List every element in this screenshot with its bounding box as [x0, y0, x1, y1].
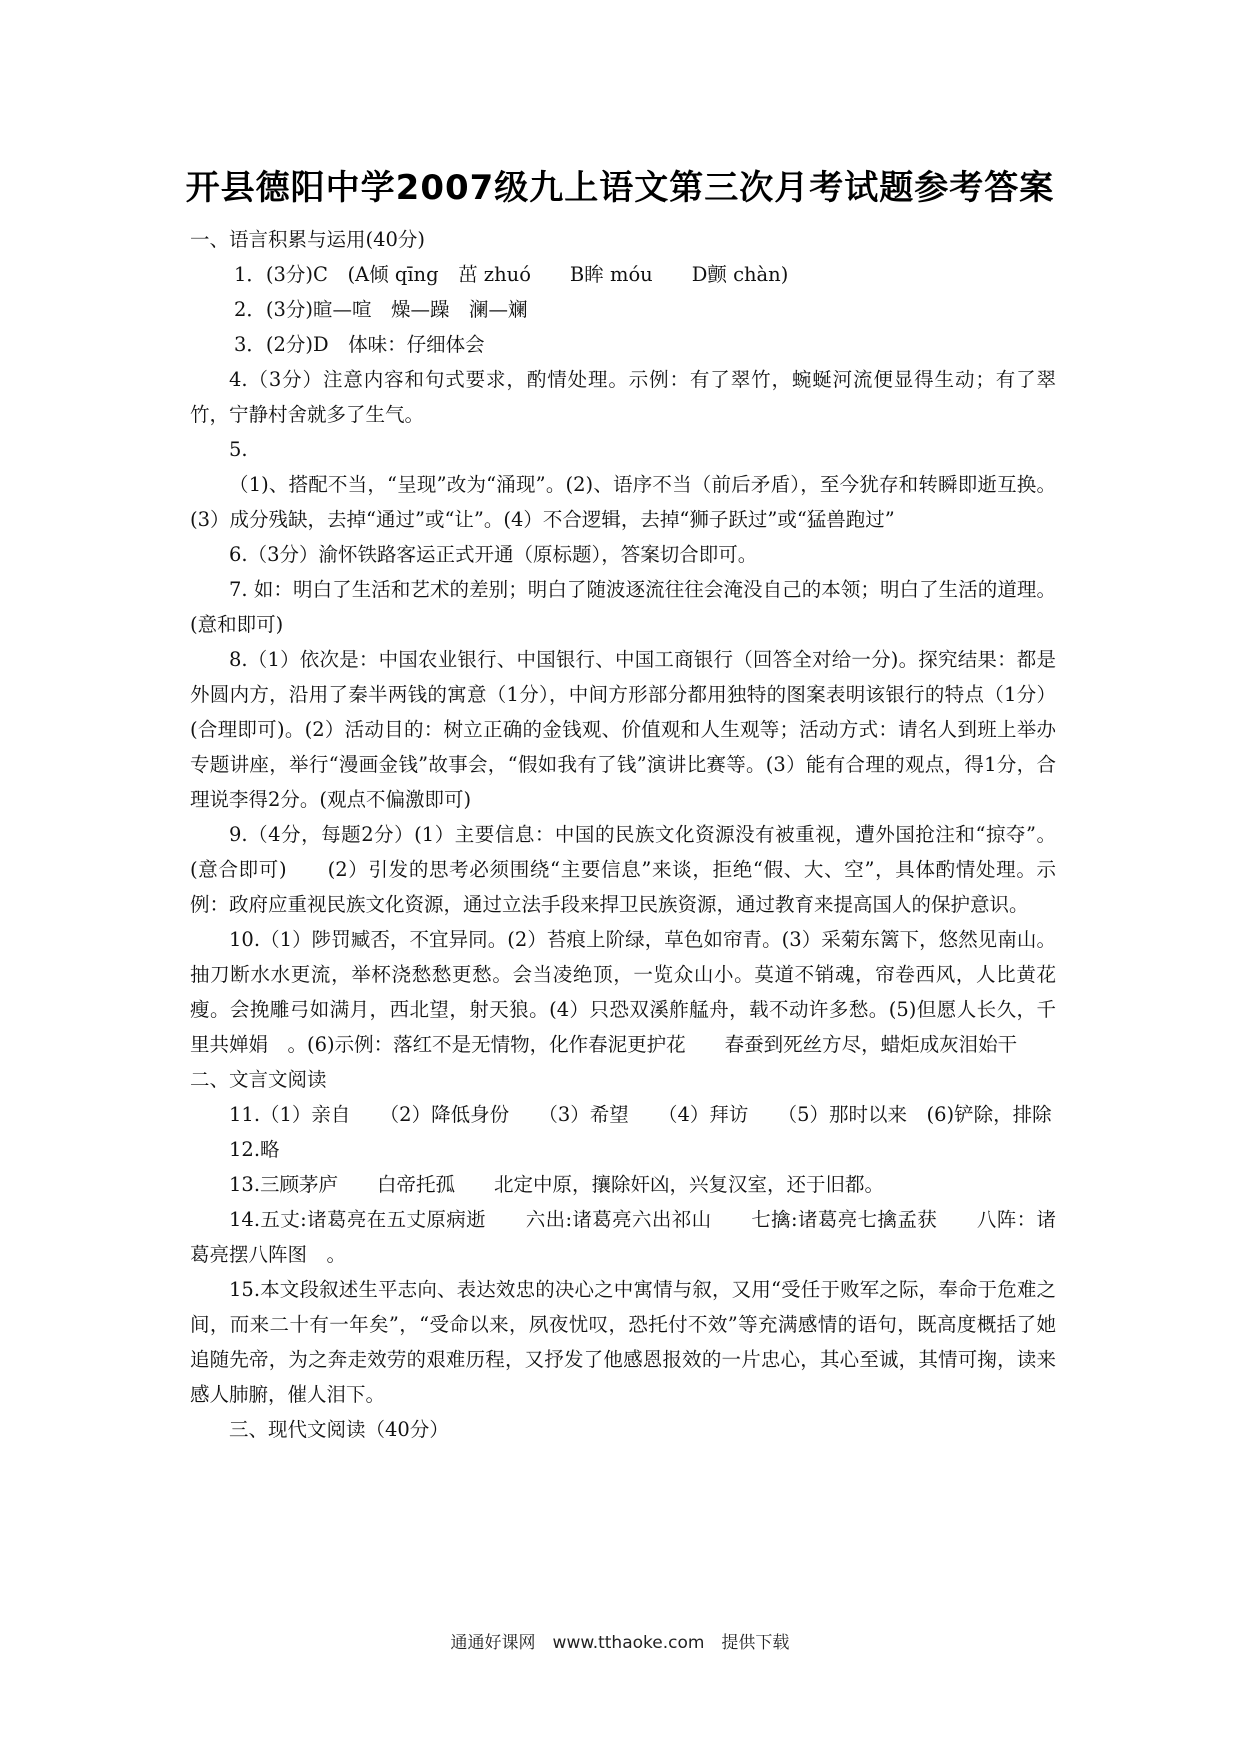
answer-q1: 1．(3分)C (A倾 qīng 茁 zhuó B眸 móu D颤 chàn): [234, 263, 789, 286]
answer-q7: 7. 如：明白了生活和艺术的差别；明白了随波逐流往往会淹没自己的本领；明白了生活的道理。(意和即可): [190, 578, 1056, 636]
answer-q3: 3．(2分)D 体味：仔细体会: [234, 333, 485, 356]
answer-q6: 6.（3分）渝怀铁路客运正式开通（原标题），答案切合即可。: [229, 543, 758, 566]
section-heading-2: 二、文言文阅读: [190, 1068, 327, 1091]
answer-q13: 13.三顾茅庐 白帝托孤 北定中原，攘除奸凶，兴复汉室，还于旧都。: [229, 1173, 885, 1196]
answer-q10: 10.（1）陟罚臧否，不宜异同。(2）苔痕上阶绿，草色如帘青。(3）采菊东篱下，悠然见南山。抽刀断水水更流，举杯浇愁愁更愁。会当凌绝顶，一览众山小。莫道不销魂，帘卷西风，人比黄花瘦。会挽雕弓如满月，西北望，射天狼。(4）只恐双溪舴艋舟，载不动许多愁。(5)但愿人长久，千里共婵娟 。(6)示例：落红不是无情物，化作春泥更护花 春蚕到死丝方尽，蜡炬成灰泪始干: [190, 928, 1056, 1056]
answer-q4: 4.（3分）注意内容和句式要求，酌情处理。示例：有了翠竹，蜿蜒河流便显得生动；有了翠竹，宁静村舍就多了生气。: [190, 368, 1056, 426]
answer-q9: 9.（4分，每题2分）(1）主要信息：中国的民族文化资源没有被重视，遭外国抢注和“掠夺”。(意合即可) (2）引发的思考必须围绕“主要信息”来谈，拒绝“假、大、空”，具体酌情处理。示例：政府应重视民族文化资源，通过立法手段来捍卫民族资源，通过教育来提高国人的保护意识。: [190, 823, 1056, 916]
answer-q12: 12.略: [229, 1138, 280, 1161]
answer-q2: 2．(3分)暄—喧 燥—躁 澜—斓: [234, 298, 528, 321]
answer-q5: （1)、搭配不当，“呈现”改为“涌现”。(2)、语序不当（前后矛盾），至今犹存和转瞬即逝互换。(3）成分残缺，去掉“通过”或“让”。(4）不合逻辑，去掉“狮子跃过”或“猛兽跑过”: [190, 473, 1056, 531]
page-title: 开县德阳中学2007级九上语文第三次月考试题参考答案: [185, 168, 1055, 208]
section-heading-3: 三、现代文阅读（40分）: [229, 1418, 449, 1441]
answer-q8: 8.（1）依次是：中国农业银行、中国银行、中国工商银行（回答全对给一分)。探究结果：都是外圆内方，沿用了秦半两钱的寓意（1分），中间方形部分都用独特的图案表明该银行的特点（1分）(合理即可)。(2）活动目的：树立正确的金钱观、价值观和人生观等；活动方式：请名人到班上举办专题讲座，举行“漫画金钱”故事会，“假如我有了钱”演讲比赛等。(3）能有合理的观点，得1分，合理说李得2分。(观点不偏激即可): [190, 648, 1056, 811]
answer-content: [190, 222, 1056, 1447]
answer-q11: 11.（1）亲自 （2）降低身份 （3）希望 （4）拜访 （5）那时以来 (6)铲除，排除: [229, 1103, 1052, 1126]
answer-q5-number: 5.: [229, 438, 248, 461]
answer-q14: 14.五丈:诸葛亮在五丈原病逝 六出:诸葛亮六出祁山 七擒:诸葛亮七擒孟获 八阵：诸葛亮摆八阵图 。: [190, 1208, 1056, 1266]
page-footer: 通通好课网 www.tthaoke.com 提供下载: [450, 1633, 790, 1653]
answer-q15: 15.本文段叙述生平志向、表达效忠的决心之中寓情与叙，又用“受任于败军之际，奉命于危难之间，而来二十有一年矣”，“受命以来，夙夜忧叹，恐托付不效”等充满感情的语句，既高度概括了她追随先帝，为之奔走效劳的艰难历程，又抒发了他感恩报效的一片忠心，其心至诚，其情可掬，读来感人肺腑，催人泪下。: [190, 1278, 1056, 1406]
section-heading-1: 一、语言积累与运用(40分): [190, 228, 426, 251]
